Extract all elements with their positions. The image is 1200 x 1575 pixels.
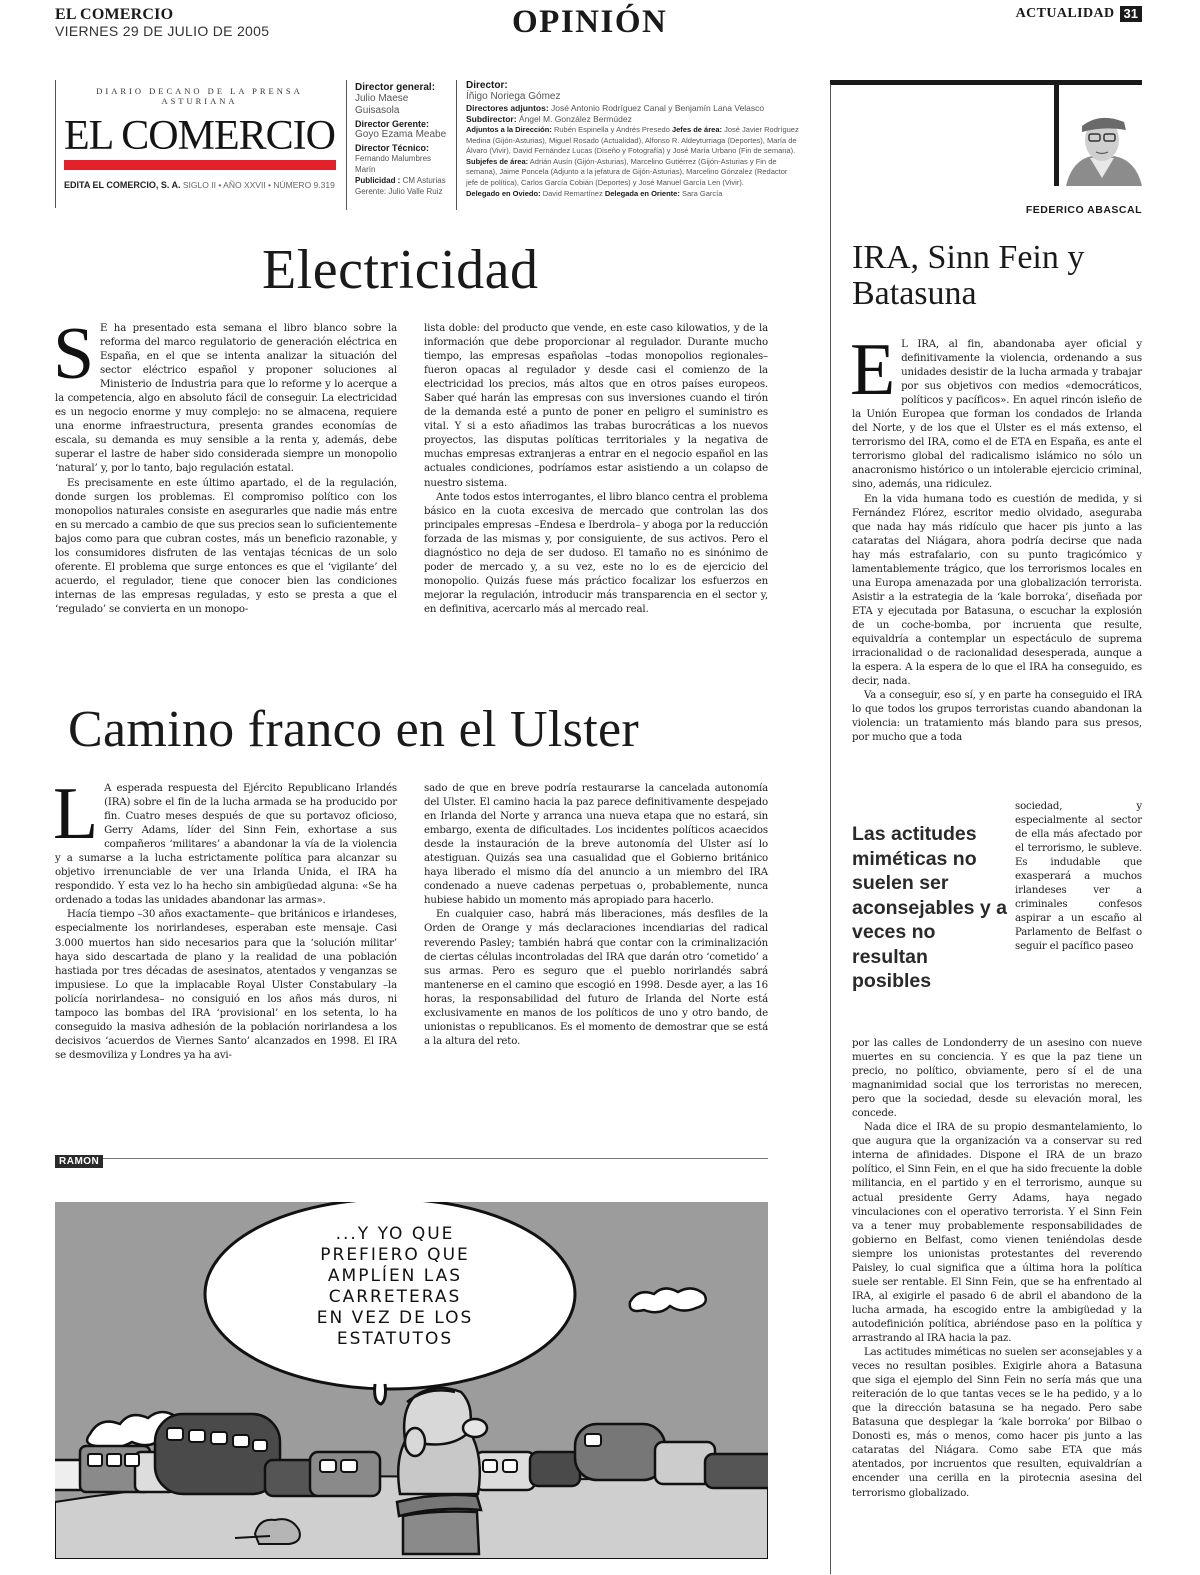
staff-value: José Antonio Rodríguez Canal y Benjamín Lana Velasco (551, 103, 765, 113)
author-photo (1062, 100, 1142, 186)
column-text-bottom (852, 1037, 1142, 1501)
staff-label: Director Gerente: (355, 119, 430, 129)
paragraph: Nada dice el IRA de su propio desmantelamiento, lo que augura que la organización va a conservar su red interna de afinidades. Dispone el IRA de un brazo político, el Sinn Fein, en el que ha sido frecuente la doble militancia, en el partido y en el terrorismo, aunque su actual presidente Gerry Adams, haya negado vinculaciones con el operativo terrorista. Y el Sinn Fein va a tener muy probablemente responsabilidades de gobierno en Belfast, como vienen teniéndolas desde siempre los unionistas protestantes del reverendo Paisley, lo cual significa que a última hora la política suele ser rentable. El Sinn Fein, que se ha enfrentado al IRA, al exigirle el pasado 6 de abril el abandono de la lucha armada, ha escogido entre la ambigüedad y la autodefinición política, abriéndose paso en la política y arrastrando al IRA hacia la paz. (852, 1122, 1142, 1344)
masthead-tagline: DIARIO DECANO DE LA PRENSA ASTURIANA (96, 86, 303, 106)
paragraph: Va a conseguir, eso sí, y en parte ha conseguido el IRA lo que todos los grupos terroristas cuando abandonan la violencia: un tratamiento más blando para sus presos, por mucho que a toda (852, 690, 1142, 744)
paragraph: E ha presentado esta semana el libro blanco sobre la reforma del marco regulatorio de generación eléctrica en España, en el que se intenta analizar la situación del sector eléctrico español y proponer soluciones al Ministerio de Industria para que lo reforme y lo acerque a la competencia, algo en absoluto fácil de conseguir. La electricidad es un negocio enorme y muy complejo: no se almacena, requiere una enorme infraestructura, presenta grandes economías de escala, su demanda es muy sensible a la renta y, además, debe superar el lastre de haber sido considerada siempre un monopolio ‘natural’ y, por lo tanto, bajo regulación estatal. (55, 323, 397, 475)
drop-cap: L (53, 773, 99, 855)
masthead-red-bar (64, 160, 336, 170)
staff-label: Delegada en Oriente: (604, 188, 680, 198)
column-left-rule (830, 84, 831, 1574)
editorial-title: Camino franco en el Ulster (68, 701, 639, 758)
column-top-rule (830, 80, 1142, 85)
header-paper-name: EL COMERCIO (55, 6, 174, 23)
editorial-2-column-2 (424, 782, 768, 1049)
paragraph: A esperada respuesta del Ejército Republicano Irlandés (IRA) sobre el fin de la lucha armada se ha producido por fin. Cuatro meses después de que su portavoz oficioso, Gerry Adams, líder del Sinn Fein, exhortase a sus compañeros ‘militares’ a abandonar la vía de la violencia y a sumarse a la lucha estrictamente política para alcanzar su objetivo irrenunciable de ver una Irlanda Unida, el IRA ha respondido. Y esta vez lo ha hecho sin ambigüedad alguna: «Se ha ordenado a todas las unidades abandonar las armas». (55, 783, 397, 907)
paragraph: sado de que en breve podría restaurarse la cancelada autonomía del Ulster. El camino hacia la paz parece definitivamente despejado en Irlanda del Norte y arranca una nueva etapa que no estará, sin embargo, exenta de dificultades. Los incidentes políticos acaecidos desde la instauración de la breve autonomía del Ulster así lo atestiguan. Quizás sea una casualidad que el Gobierno británico haya liberado el mismo día del anuncio a un miembro del IRA condenado a nueve cadenas perpetuas o, probablemente, nunca hubiese habido un momento más apropiado para hacerlo. (424, 783, 768, 907)
cartoon-artist: RAMON (55, 1155, 103, 1168)
cloud (630, 1288, 706, 1312)
staff-publicidad (355, 175, 448, 186)
masthead (55, 80, 335, 208)
staff-label: Subjefes de área: (466, 156, 529, 166)
speech-bubble-text: ...Y YO QUE PREFIERO QUE AMPLÍEN LAS CARRETERAS EN VEZ DE LOS ESTATUTOS (316, 1224, 474, 1349)
staff-value: Goyo Ezama Meabe (355, 129, 447, 140)
author-portrait (1062, 100, 1142, 186)
staff-value: Gerente: Julio Valle Ruiz (355, 187, 443, 196)
staff-value: Íñigo Noriega Gómez (466, 91, 561, 102)
staff-value: Fernando Malumbres Marín (355, 154, 432, 174)
staff-label: Subdirector: (466, 114, 517, 124)
staff-label: Director Técnico: (355, 143, 430, 153)
staff-value: David Remartínez (542, 188, 603, 198)
drop-cap: S (53, 313, 95, 395)
paragraph: En cualquier caso, habrá más liberaciones, más desfiles de la Orden de Orange y más declaraciones incendiarias del radical reverendo Pasley; también habrá que contar con la criminalización de ciertas células incontroladas del IRA que darán otro ‘cometido’ a sus armas. Pero es seguro que el pueblo norirlandés sabrá mantenerse en el camino que escogió en 1998. Desde ayer, a las 16 horas, la responsabilidad del futuro de Irlanda del Norte está exclusivamente en manos de los políticos de uno y otro bando, de unionistas o republicanos. Es el momento de demostrar que se está a la altura del reto. (424, 909, 768, 1047)
staff-value: José Javier Rodríguez Medina (Gijón-Asturias), Miguel Rosado (Actualidad), Alfonso R. Aldeyturriaga (Deportes), María de Álvaro (Vivir), David Fernández Lucas (Diseño y Fotografía) y José María Urbano (Fin de semana). (466, 125, 799, 156)
editorial-1-column-2 (424, 322, 768, 617)
paragraph: Hacía tiempo –30 años exactamente– que británicos e irlandeses, especialmente los norirlandeses, esperaban este mensaje. Casi 3.000 muertos han sido necesarios para que la ‘solución militar’ haya sido descartada de plano y la realidad de una población hastiada por tres décadas de asesinatos, atentados y venganzas se impusiese. Lo que la implacable Royal Ulster Constabulary –la policía norirlandesa– no consiguió en los años más duros, ni tampoco las bombas del IRA ‘provisional’ en los setenta, lo ha conseguido la masiva adhesión de la población norirlandesa a los decisivos ‘acuerdos de Viernes Santo’ alcanzados en 1998. El IRA se desmoviliza y Londres ya ha avi- (55, 909, 397, 1061)
staff-value: Ángel M. González Bermúdez (518, 114, 632, 124)
staff-label: Delegado en Oviedo: (466, 188, 541, 198)
paragraph: En la vida humana todo es cuestión de medida, y si Fernández Flórez, escritor medio olvidado, aseguraba que nada hay más ridículo que hacer pis junto a las cataratas del Niágara, ahora podría decirse que nada hay más estrafalario, con su punto tragicómico y lamentablemente trágico, que los terrorismos locales en una Europa amenazada por una globalización terrorista. Asistir a la estrategia de la ‘kale borroka’, diseñada por ETA y ejecutada por Batasuna, o escuchar la explosión de un coche-bomba, por incruenta que resulte, equivaldría a contemplar un espectáculo de suprema irracionalidad o de racionalidad desesperada, aunque a la espera. A la espera de lo que el IRA ha conseguido, es decir, nada. (852, 493, 1142, 688)
paragraph: L IRA, al fin, abandonaba ayer oficial y definitivamente la violencia, ordenando a sus unidades desistir de la lucha armada y trabajar por sus objetivos con medios «democráticos, políticos y pacíficos». En aquel rincón isleño de la Unión Europea que forman los condados de Irlanda del Norte, y de los que el Ulster es el más extenso, el terrorismo del IRA, como el de ETA en España, es ante el terrorismo global del radicalismo islámico no sólo un anacronismo histórico o un intolerable ejercicio criminal, sino, además, una ridiculez. (852, 339, 1142, 491)
page-section-label (1016, 6, 1142, 22)
staff-value: Julio Maese Guisasola (355, 93, 409, 116)
rock (255, 1519, 300, 1544)
masthead-edition (64, 180, 335, 190)
editorial-title: Electricidad (262, 239, 539, 301)
column-title: IRA, Sinn Fein y Batasuna (852, 239, 1085, 312)
drop-cap: E (850, 329, 896, 411)
column-text-side (1015, 800, 1142, 955)
staff-label: Adjuntos a la Dirección: (466, 125, 552, 134)
cartoon-image (55, 1202, 768, 1559)
staff-box-right (456, 80, 801, 210)
paragraph: lista doble: del producto que vende, en este caso kilowatios, y de la información que debe proporcionar al regulador. Durante mucho tiempo, las empresas españolas –todas monopolios regionales– fueron opacas al regulador y desde casi el comienzo de la electricidad los precios, más altos que en otros países europeos. Saber qué harán las empresas con sus inversiones cuando el tirón de la demanda esté a punto de poner en peligro el suministro es vital. Y si a esto añadimos las trabas burocráticas a los nuevos proyectos, las disputas políticas territoriales y la negativa de muchas empresas extranjeras a entrar en el negocio español en las actuales condiciones, podríamos estar asistiendo a un colapso de nuestro sistema. (424, 323, 768, 489)
paragraph: sociedad, y especialmente al sector de ella más afectado por el terrorismo, le subleve. Es indudable que exasperará a muchos irlandeses ver a criminales confesos aspirar a un escaño al Parlamento de Belfast o seguir el pacífico paseo (1015, 801, 1142, 953)
staff-value: Rubén Espinella y Andrés Presedo (553, 125, 670, 134)
editorial-2-column-1 (53, 773, 397, 1063)
cartoon-divider (55, 1158, 768, 1159)
staff-label: Publicidad : (355, 176, 401, 185)
section-title: OPINIÓN (512, 4, 668, 40)
column-vertical-rule (1054, 80, 1059, 186)
right-section-name: ACTUALIDAD (1015, 6, 1115, 21)
pull-quote: Las actitudes miméticas no suelen ser aconsejables y a veces no resultan posibles (852, 823, 1008, 992)
staff-label: Directores adjuntos: (466, 103, 549, 113)
staff-value: CM Asturias (402, 176, 446, 185)
paragraph: Es precisamente en este último apartado, el de la regulación, donde surgen los problemas. El compromiso político con los monopolios naturales consiste en asegurarles que nadie más entre en su mercado a cambio de que sus precios sean lo suficientemente bajos como para que cubran costes, más un beneficio razonable, y los consumidores disfruten de las ventajas técnicas de un solo oferente. El problema que surge entonces es que el ‘vigilante’ del acuerdo, el regulador, tiene que conocer bien las condiciones internas de las empresas reguladas, y esto se presta a que el ‘regulado’ se convierta en un monopo- (55, 477, 397, 615)
staff-value: Adrián Ausín (Gijón-Asturias), Marcelino Gutiérrez (Gijón-Asturias y Fin de semana), Jaime Poncela (Adjunto a la jefatura de Gijón-Asturias), Marcelino Gónzalez (Redactor jefe de política), Carlos García Cobián (Deportes) y José Manuel García Len (Vivir). (466, 156, 788, 187)
staff-label: Jefes de área: (671, 125, 722, 134)
page-number: 31 (1120, 6, 1142, 22)
column-author: FEDERICO ABASCAL (1025, 204, 1142, 216)
masthead-logo: EL COMERCIO (64, 113, 335, 159)
publisher: EDITA EL COMERCIO, S. A. (64, 180, 181, 190)
paragraph: Ante todos estos interrogantes, el libro blanco centra el problema básico en la cuota excesiva de mercado que controlan las dos principales empresas –Endesa e Iberdrola– y aboga por la reducción forzada de las mismas y, por consiguiente, de sus activos. Pero el diagnóstico no deja de ser dudoso. El tamaño no es sinónimo de poder de mercado y, a su vez, este no lo es de ejercicio del monopolio. Quizás fuese más práctico focalizar los esfuerzos en mejorar la regulación, introducir más transparencia en el sector y, en definitiva, acercarlo más al mercado real. (424, 491, 768, 615)
column-text-top (850, 329, 1142, 745)
staff-label: Director: (466, 80, 508, 91)
editorial-1-column-1 (53, 313, 397, 617)
edition-info: SIGLO II • AÑO XXVII • NÚMERO 9.319 (182, 180, 335, 190)
staff-label: Director general: (355, 82, 436, 93)
paragraph: Las actitudes miméticas no suelen ser aconsejables y a veces no resultan posibles. Exigirle ahora a Batasuna que siga el ejemplo del Sinn Fein no sería más que una reiteración de lo que tantas veces se le ha pedido, y a lo que la dirección batasuna se ha negado. Pero sabe Batasuna que desplegar la ‘kale borroka’ por Bilbao o Donosti es, más o menos, como hacer pis junto a las cataratas del Niágara. Como sabe ETA que más atentados, por incruentos que resulten, equivaldrían a encender una cerilla en la pirotecnia asesina del terrorismo globalizado. (852, 1347, 1142, 1499)
paragraph: por las calles de Londonderry de un asesino con nueve muertes en su conciencia. Y es que la paz tiene un precio, no político, obviamente, pero sí el de una magnanimidad social que los terroristas no merecen, pero que la sociedad, desde su elevación moral, les concede. (852, 1038, 1142, 1120)
staff-value: Sara García (681, 188, 723, 198)
staff-box-left (346, 80, 448, 210)
header-date: VIERNES 29 DE JULIO DE 2005 (55, 23, 270, 39)
